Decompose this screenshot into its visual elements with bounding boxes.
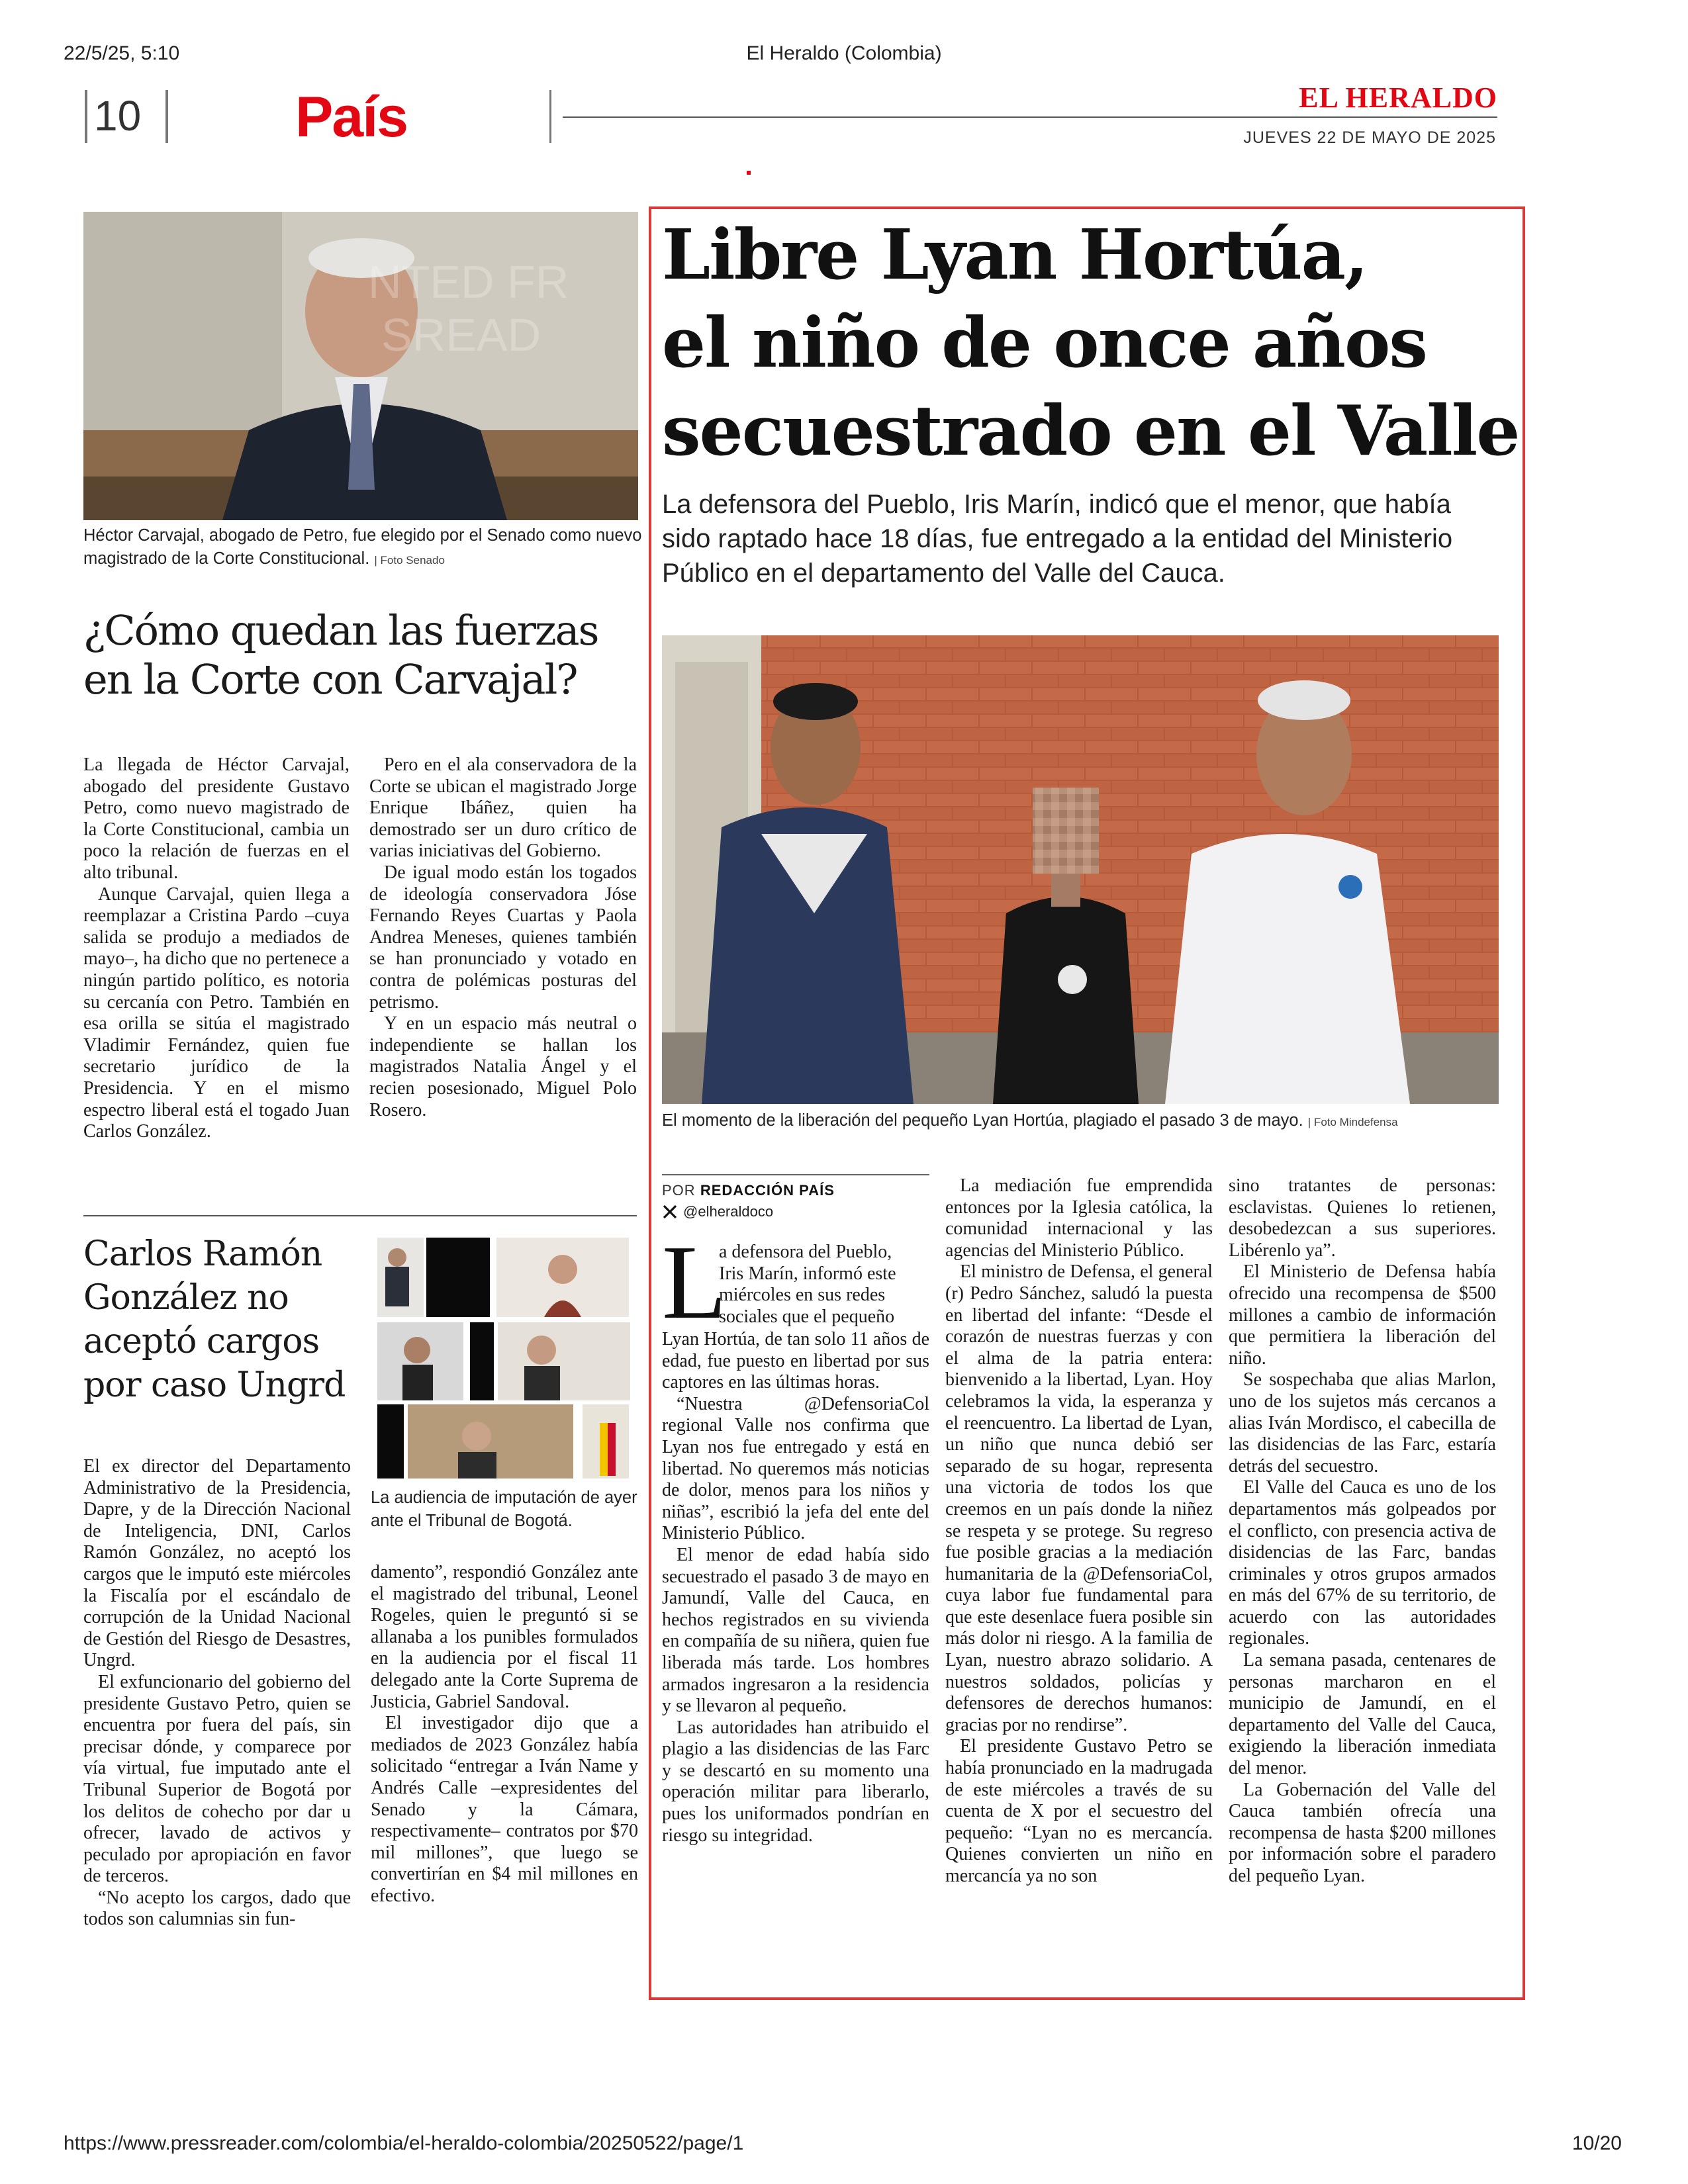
- x-logo-icon: [662, 1204, 678, 1220]
- section-title: País: [295, 85, 407, 149]
- paragraph: La Gobernación del Valle del Cauca también ofrecía una recompensa de hasta $200 millones por información sobre el paradero del pequeño Lyan.: [1229, 1779, 1496, 1886]
- paragraph: De igual modo están los togados de ideología conservadora Jóse Fernando Reyes Cuartas y Paola Andrea Meneses, quienes también se han pronunciado y votado en contra de polémicas posturas del petrismo.: [369, 862, 637, 1013]
- audiencia-photo-caption: La audiencia de imputación de ayer ante el Tribunal de Bogotá.: [371, 1488, 637, 1530]
- byline-rule: [662, 1174, 929, 1175]
- main-headline: [662, 210, 1519, 475]
- gonzalez-headline-line-2: González no: [83, 1278, 289, 1318]
- paragraph: Aunque Carvajal, quien llega a reemplazar a Cristina Pardo –cuya salida se produjo a mediados de mayo–, ha dicho que no pertenece a ningún partido político, es notoria su cercanía con Petro. También en esa orilla se sitúa el magistrado Vladimir Fernández, quien fue secretario jurídico de la Presidencia. Y en el mismo espectro liberal está el togado Juan Carlos González.: [83, 884, 350, 1142]
- byline-prefix: POR: [662, 1182, 696, 1199]
- gonzalez-column-1: [83, 1456, 351, 1931]
- liberacion-photo: [662, 635, 1499, 1104]
- paragraph: Las autoridades han atribuido el plagio a las disidencias de las Farc y se descartó en su momento una operación militar para liberarlo, pues los uniformados pondrían en riesgo su integridad.: [662, 1717, 929, 1846]
- paragraph: damento”, respondió González ante el magistrado del tribunal, Leonel Rogeles, quien le preguntó si se allanaba a los punibles formulados en la audiencia por el fiscal 11 delegado ante la Corte Suprema de Justicia, Gabriel Sandoval.: [371, 1562, 638, 1712]
- dropcap-lines: [719, 1242, 929, 1328]
- carvajal-headline: [83, 606, 653, 704]
- dropcap-line: miércoles en sus redes: [719, 1285, 886, 1306]
- paragraph: El Ministerio de Defensa había ofrecido una recompensa de $500 millones a cambio de información que permitiera la liberación del niño.: [1229, 1261, 1496, 1369]
- paragraph: El Valle del Cauca es uno de los departamentos más golpeados por el conflicto, con presencia activa de disidencias de las Farc, bandas criminales y otros grupos armados en más del 67% de su territorio, de acuerdo con las autoridades regionales.: [1229, 1477, 1496, 1649]
- svg-text:NTED FR: NTED FR: [368, 256, 569, 308]
- paragraph: Lyan Hortúa, de tan solo 11 años de edad, fue puesto en libertad por sus captores en las últimas horas.: [662, 1329, 929, 1393]
- main-headline-line-1: Libre Lyan Hortúa,: [662, 214, 1368, 295]
- main-headline-line-2: el niño de once años: [662, 302, 1427, 383]
- paragraph: Y en un espacio más neutral o independiente se hallan los magistrados Natalia Ángel y el recien posesionado, Miguel Polo Rosero.: [369, 1013, 637, 1120]
- audiencia-photo: [371, 1238, 638, 1482]
- paragraph: “No acepto los cargos, dado que todos son calumnias sin fun-: [83, 1887, 351, 1930]
- carvajal-headline-line-1: ¿Cómo quedan las fuerzas: [83, 606, 598, 655]
- page-number-left-rule: [85, 90, 87, 143]
- paragraph: La mediación fue emprendida entonces por la Iglesia católica, la comunidad internacional y las agencias del Ministerio Público.: [945, 1175, 1213, 1261]
- page-number-right-rule: [165, 90, 168, 143]
- paragraph: El menor de edad había sido secuestrado el pasado 3 de mayo en Jamundí, Valle del Cauca, en hechos registrados en su vivienda en compañía de su niñera, quien fue liberada más tarde. Los hombres armados ingresaron a la residencia y se llevaron al pequeño.: [662, 1544, 929, 1717]
- carvajal-column-1: [83, 754, 350, 1143]
- masthead-rule: [563, 116, 1497, 118]
- dropcap-line: Iris Marín, informó este: [719, 1263, 896, 1284]
- print-timestamp: 22/5/25, 5:10: [64, 42, 180, 64]
- dropcap: L: [662, 1223, 727, 1341]
- publication-date: JUEVES 22 DE MAYO DE 2025: [1243, 128, 1496, 147]
- paragraph: El exfuncionario del gobierno del presidente Gustavo Petro, quien se encuentra por fuera del país, sin precisar dónde, y comparece por vía virtual, fue imputado ante el Tribunal Superior de Bogotá por los delitos de cohecho por dar u ofrecer, lavado de activos y peculado por apropiación en favor de terceros.: [83, 1671, 351, 1887]
- main-column-2: [945, 1175, 1213, 1888]
- carvajal-caption-text: Héctor Carvajal, abogado de Petro, fue elegido por el Senado como nuevo magistrado de la Corte Constitucional.: [83, 526, 642, 568]
- carvajal-photo-caption: [83, 524, 646, 572]
- print-title: El Heraldo (Colombia): [746, 42, 942, 64]
- carvajal-headline-line-2: en la Corte con Carvajal?: [83, 655, 577, 704]
- paragraph: Se sospechaba que alias Marlon, uno de los sujetos más cercanos a alias Iván Mordisco, el cabecilla de las disidencias de las Farc, estaría detrás del secuestro.: [1229, 1369, 1496, 1477]
- print-url[interactable]: https://www.pressreader.com/colombia/el-heraldo-colombia/20250522/page/1: [64, 2132, 744, 2154]
- gonzalez-headline-line-4: por caso Ungrd: [83, 1365, 346, 1405]
- gonzalez-headline-line-3: aceptó cargos: [83, 1322, 320, 1361]
- main-lead: La defensora del Pueblo, Iris Marín, indicó que el menor, que había sido raptado hace 18 días, fue entregado a la entidad del Ministerio Público en el departamento del Valle del Cauca.: [662, 490, 1453, 588]
- paragraph: El presidente Gustavo Petro se había pronunciado en la madrugada de este miércoles a través de su cuenta de X por el secuestro del pequeño: “Lyan no es mercancía. Quienes convierten un niño en mercancía ya no son: [945, 1736, 1213, 1886]
- byline: [662, 1182, 835, 1199]
- paragraph: Pero en el ala conservadora de la Corte se ubican el magistrado Jorge Enrique Ibáñez, quien ha demostrado ser un duro crítico de varias iniciativas del Gobierno.: [369, 754, 637, 862]
- dropcap-line: sociales que el pequeño: [719, 1306, 895, 1327]
- liberacion-caption-credit: | Foto Mindefensa: [1307, 1116, 1398, 1128]
- main-column-1: [662, 1223, 929, 1846]
- brand-logo: EL HERALDO: [1299, 81, 1497, 114]
- carvajal-column-2: [369, 754, 637, 1121]
- social-handle: [662, 1203, 773, 1220]
- liberacion-caption-text: El momento de la liberación del pequeño Lyan Hortúa, plagiado el pasado 3 de mayo.: [662, 1111, 1303, 1130]
- paragraph: El ministro de Defensa, el general (r) Pedro Sánchez, saludó la puesta en libertad del infante: “Desde el corazón de nuestras fuerzas y con el alma de la patria entera: bienvenido a la libertad, Lyan. Hoy celebramos la vida, la esperanza y el reencuentro. La libertad de Lyan, un niño que nunca debió ser separado de su hogar, representa una victoria de todos los que creemos en un país donde la niñez se respeta y se protege. Su regreso fue posible gracias a la mediación humanitaria de la @DefensoriaCol, cuya labor fue fundamental para que este desenlace fuera posible sin más dolor ni riesgo. A la familia de Lyan, nuestro abrazo solidario. A nuestros soldados, policías y defensores de derechos humanos: gracias por no rendirse”.: [945, 1261, 1213, 1735]
- svg-text:SREAD: SREAD: [381, 309, 541, 361]
- paragraph: El investigador dijo que a mediados de 2023 González había solicitado “entregar a Iván Name y Andrés Calle –expresidentes del Senado y la Cámara, respectivamente– contratos por $70 mil millones”, que luego se convertirían en $4 mil millones en efectivo.: [371, 1713, 638, 1906]
- main-headline-line-3: secuestrado en el Valle: [662, 390, 1519, 471]
- gonzalez-headline: [83, 1232, 361, 1407]
- paragraph: La semana pasada, centenares de personas marcharon en el municipio de Jamundí, en el departamento del Valle del Cauca, exigiendo la liberación inmediata del menor.: [1229, 1650, 1496, 1779]
- paragraph: El ex director del Departamento Administrativo de la Presidencia, Dapre, y de la Dirección Nacional de Inteligencia, DNI, Carlos Ramón González, no aceptó los cargos que le imputó este miércoles la Fiscalía por el escándalo de corrupción de la Unidad Nacional de Gestión del Riesgo de Desastres, Ungrd.: [83, 1456, 351, 1671]
- social-handle-text: @elheraldoco: [683, 1203, 774, 1220]
- paragraph: “Nuestra @DefensoriaCol regional Valle nos confirma que Lyan nos fue entregado y está en libertad. No queremos más noticias de dolor, menos para los niños y niñas”, escribió la jefa del ente del Ministerio Público.: [662, 1393, 929, 1544]
- red-dot-marker: [747, 171, 751, 175]
- main-column-3: [1229, 1175, 1496, 1888]
- carvajal-caption-credit: | Foto Senado: [374, 554, 445, 567]
- carvajal-photo: [83, 212, 638, 520]
- gonzalez-headline-line-1: Carlos Ramón: [83, 1234, 322, 1274]
- dropcap-line: a defensora del Pueblo,: [719, 1242, 892, 1262]
- masthead-divider: [549, 90, 551, 143]
- gonzalez-column-2: [371, 1562, 638, 1907]
- print-page-count: 10/20: [1571, 2132, 1622, 2154]
- page-number: 10: [94, 92, 142, 140]
- byline-name: REDACCIÓN PAÍS: [700, 1182, 835, 1199]
- paragraph: La llegada de Héctor Carvajal, abogado del presidente Gustavo Petro, como nuevo magistrado de la Corte Constitucional, cambia un poco la relación de fuerzas en el alto tribunal.: [83, 754, 350, 883]
- paragraph: sino tratantes de personas: esclavistas. Quienes lo retienen, desobedezcan a sus superiores. Libérenlo ya”.: [1229, 1175, 1496, 1261]
- liberacion-photo-caption: [662, 1109, 1503, 1134]
- section-divider: [83, 1215, 637, 1216]
